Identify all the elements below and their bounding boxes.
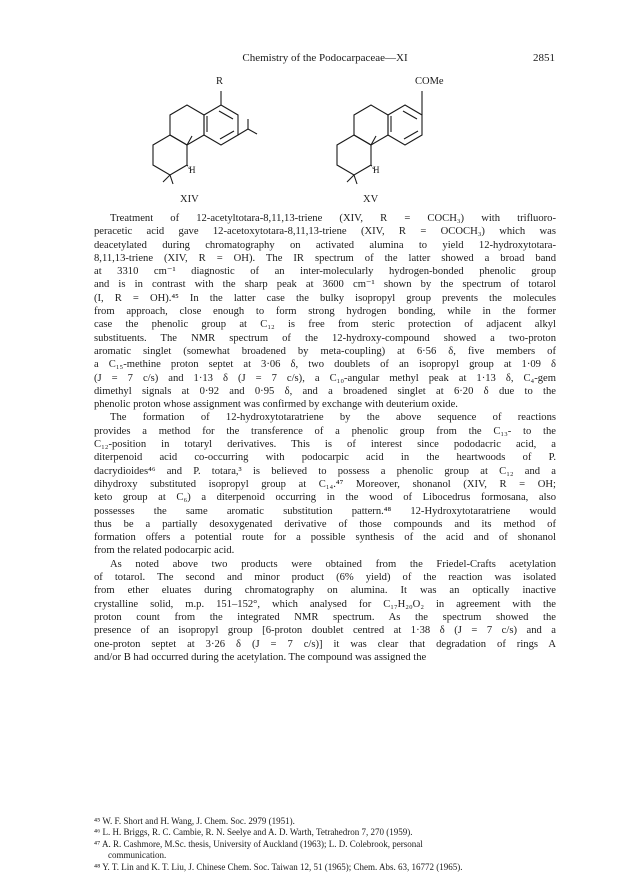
text-line: (J = 7 c/s) and 1·13 δ (J = 7 c/s), a C₁₀-angular methyl peak at 1·13 δ, C₄-gem — [94, 372, 556, 384]
paragraph — [94, 558, 556, 664]
text-line: C₁₂-position in totaryl derivatives. This is of interest since pododacric acid, a — [94, 439, 556, 451]
text-line: a C₁₅-methine proton septet at 3·06 δ, two doublets of an isopropyl group at 1·09 δ — [94, 359, 556, 371]
hydrogen-label-xv: H — [373, 165, 380, 175]
text-line: thus be a partially desoxygenated derivative of those compounds and its method of — [94, 518, 556, 530]
structure-xiv-drawing — [153, 91, 257, 184]
footnotes — [94, 816, 556, 873]
substituent-come-label: COMe — [415, 76, 444, 87]
text-line: aromatic singlet (somewhat broadened by meta-coupling) at 6·56 δ, five members of — [94, 345, 556, 357]
text-line: As noted above two products were obtained from the Friedel-Crafts acetylation — [110, 558, 556, 570]
text-line: 8,11,13-triene (XIV, R = OH). The IR spectrum of the latter showed a broad band — [94, 252, 556, 264]
hydrogen-label-xiv: H — [189, 165, 196, 175]
caption-xiv: XIV — [180, 194, 199, 205]
footnote: ⁴⁸ Y. T. Lin and K. T. Liu, J. Chinese Chem. Soc. Taiwan 12, 51 (1965); Chem. Abs. 63, 16772 (1965). — [94, 861, 463, 872]
footnote: ⁴⁷ A. R. Cashmore, M.Sc. thesis, University of Auckland (1963); L. D. Colebrook, personal — [94, 838, 423, 849]
text-line: phenolic proton whose assignment was confirmed by exchange with deuterium oxide. — [94, 399, 458, 411]
page-number: 2851 — [533, 52, 555, 64]
text-line: dimethyl signals at 0·92 and 0·95 δ, and a broadened singlet at 6·20 δ due to the — [94, 385, 556, 397]
text-line: deacetylated during chromatography on activated alumina to yield 12-hydroxytotara- — [94, 239, 556, 251]
body-text — [94, 212, 556, 664]
footnote: ⁴⁵ W. F. Short and H. Wang, J. Chem. Soc. 2979 (1951). — [94, 816, 295, 826]
text-line: from approach, close enough to form strong hydrogen bonding, while in the former — [94, 306, 556, 318]
text-line: and/or B had occurred during the acetylation. The compound was assigned the — [94, 651, 427, 663]
paragraph — [94, 411, 556, 557]
text-line: formation offers a potential route for a possible synthesis of the acid and of shonanol — [94, 532, 556, 544]
text-line: crystalline solid, m.p. 151–152°, which analysed for C₁₇H₂₀O₂ in agreement with the — [94, 598, 556, 610]
text-line: substituents. The NMR spectrum of the 12-hydroxy-compound showed a two-proton — [94, 332, 556, 344]
footnote: communication. — [108, 850, 167, 861]
running-title: Chemistry of the Podocarpaceae—XI — [242, 52, 408, 64]
text-line: dacrydioides⁴⁶ and P. totara,³ is believed to possess a phenolic group at C₁₂ and a — [94, 465, 556, 477]
text-line: case the phenolic group at C₁₂ is free from steric protection of adjacent alkyl — [94, 319, 556, 331]
text-line: The formation of 12-hydroxytotaratriene by the above sequence of reactions — [110, 412, 556, 424]
caption-xv: XV — [363, 194, 379, 205]
structure-figure — [95, 74, 555, 214]
text-line: from the related podocarpic acid. — [94, 545, 235, 557]
text-line: diterpenoid acid co-occurring with podocarpic acid in the heartwoods of P. — [94, 452, 556, 464]
chemical-structures — [95, 74, 555, 214]
paragraph — [94, 212, 556, 411]
footnote: ⁴⁶ L. H. Briggs, R. C. Cambie, R. N. Seelye and A. D. Warth, Tetrahedron 7, 270 (1959). — [94, 827, 413, 838]
text-line: at 3310 cm⁻¹ diagnostic of an inter-molecularly hydrogen-bonded phenolic group — [94, 266, 556, 278]
text-line: possesses the same aromatic substitution pattern.⁴⁸ 12-Hydroxytotaratriene would — [94, 505, 556, 517]
text-line: of totarol. The second and minor product (6% yield) of the reaction was isolated — [94, 572, 556, 584]
text-line: keto group at C₆) a diterpenoid occurring in the wood of Libocedrus formosana, also — [94, 492, 556, 504]
text-line: peracetic acid gave 12-acetoxytotara-8,11,13-triene (XIV, R = OCOCH₃) which was — [94, 226, 556, 238]
text-line: (I, R = OH).⁴⁵ In the latter case the bulky isopropyl group prevents the molecules — [94, 292, 556, 304]
text-line: Treatment of 12-acetyltotara-8,11,13-triene (XIV, R = COCH₃) with trifluoro- — [110, 213, 556, 224]
text-line: from ether eluates during chromatography on alumina. It was an optically inactive — [94, 585, 556, 597]
text-line: one-proton septet at 3·26 δ (J = 7 c/s)] it was clear that degradation of rings A — [94, 638, 556, 650]
text-line: provides a method for the transference of a phenolic group from the C₁₃- to the — [94, 425, 556, 437]
text-line: dihydroxy substituted isopropyl group at C₁₄.⁴⁷ Moreover, shonanol (XIV, R = OH; — [94, 478, 556, 490]
running-header — [95, 52, 555, 68]
text-line: presence of an isopropyl group [6-proton doublet centred at 1·38 δ (J = 7 c/s) and a — [94, 625, 556, 637]
text-line: proton count from the integrated NMR spectrum. As the spectrum showed the — [94, 611, 556, 623]
text-line: and is in contrast with the sharp peak at 3600 cm⁻¹ shown by the spectrum of totarol — [94, 279, 556, 291]
substituent-r-label: R — [216, 76, 224, 87]
